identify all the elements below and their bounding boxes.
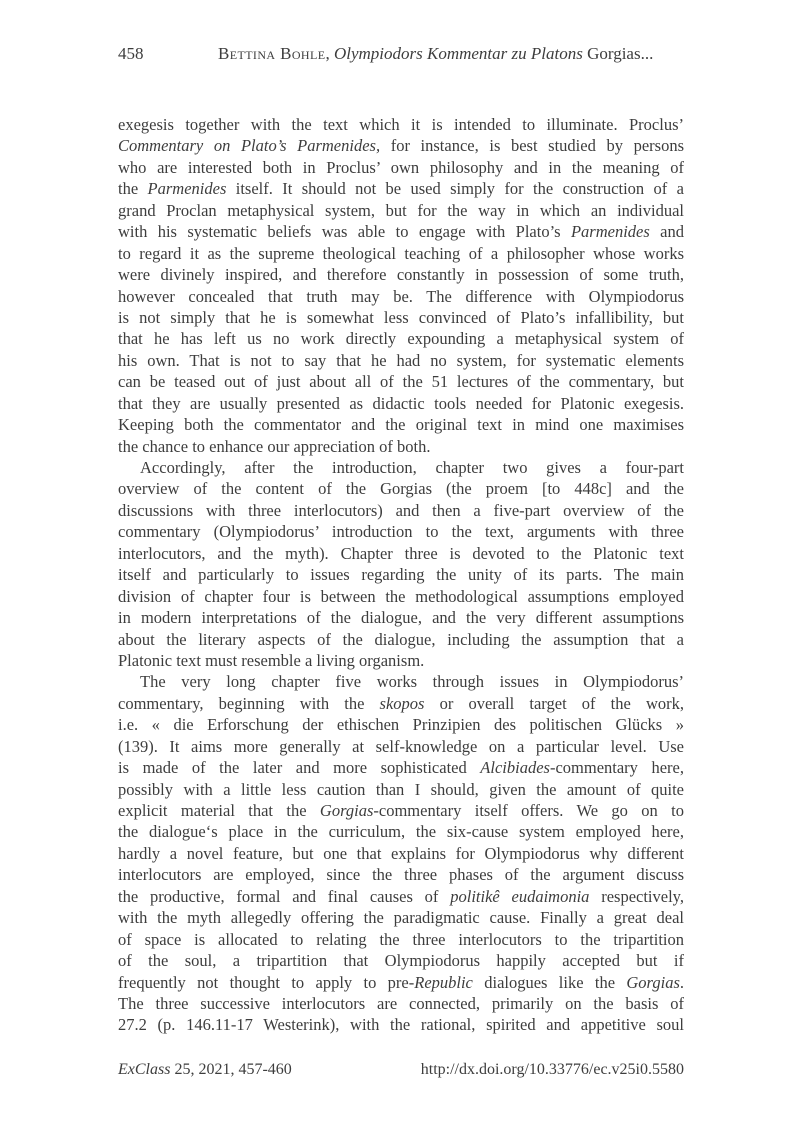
text-segment: exegesis together with the text which it is intended to illuminate. Proclus’: [118, 115, 684, 134]
text-segment: division of chapter four is between the methodological assumptions employed: [118, 586, 684, 606]
text-line: [118, 779, 684, 800]
text-line: [118, 629, 684, 650]
text-segment: overview of the content of the Gorgias (the proem [to 448c] and the: [118, 479, 684, 499]
text-segment: to regard it as the supreme theological teaching of a philosopher whose works: [118, 243, 684, 263]
text-segment: is not simply that he is somewhat less convinced of Plato’s infallibility, but: [118, 307, 684, 327]
text-segment: itself. It should not be used simply for the construction of a: [226, 179, 684, 199]
text-segment: is made of the later and more sophisticated: [118, 758, 481, 778]
running-title: [218, 44, 684, 64]
text-line: [118, 307, 684, 328]
text-line: [118, 414, 684, 435]
text-line: [118, 843, 684, 864]
text-line: [118, 736, 684, 757]
text-line: [118, 886, 684, 907]
text-segment: Keeping both the commentator and the original text in mind one maximises: [118, 415, 684, 435]
text-segment: the productive, formal and final causes of: [118, 886, 451, 906]
text-line: [118, 500, 684, 521]
text-segment: Commentary on Plato’s Parmenides,: [118, 136, 381, 156]
footer-doi-url: http://dx.doi.org/10.33776/ec.v25i0.5580: [420, 1061, 684, 1078]
page-header: [118, 44, 684, 64]
text-segment: dialogues like the: [472, 972, 627, 992]
text-line: [118, 564, 684, 585]
text-line: [118, 693, 684, 714]
text-segment: interlocutors, and the myth). Chapter three is devoted to the Platonic text: [118, 543, 684, 563]
text-segment: .: [679, 972, 684, 992]
text-segment: i.e. « die Erforschung der ethischen Prinzipien des politischen Glücks »: [118, 715, 684, 735]
text-segment: the chance to enhance our appreciation of both.: [118, 436, 431, 456]
text-segment: Olympiodors Kommentar zu Platons: [333, 44, 583, 63]
text-segment: in modern interpretations of the dialogue, and the very different assumptions: [118, 608, 684, 628]
text-segment: were divinely inspired, and therefore constantly in possession of some truth,: [118, 265, 684, 285]
paragraph: [118, 457, 684, 671]
text-line: [118, 393, 684, 414]
text-line: [118, 1014, 684, 1035]
paragraph: [118, 671, 684, 1035]
page-body: [118, 114, 684, 1036]
text-segment: Gorgias...: [582, 44, 654, 63]
text-line: [118, 178, 684, 199]
text-line: [118, 436, 684, 457]
text-segment: Republic: [414, 972, 473, 992]
text-line: [118, 950, 684, 971]
text-segment: who are interested both in Proclus’ own philosophy and in the meaning of: [118, 157, 684, 177]
paragraph: [118, 114, 684, 457]
text-segment: for instance, is best studied by persons: [380, 136, 684, 156]
text-line: [118, 457, 684, 478]
text-line: [118, 586, 684, 607]
text-segment: Gorgias: [319, 801, 374, 820]
text-segment: with his systematic beliefs was able to engage with Plato’s: [118, 222, 571, 242]
text-segment: Gorgias: [626, 972, 680, 992]
text-line: [118, 243, 684, 264]
text-line: [118, 521, 684, 542]
text-line: [118, 972, 684, 993]
text-segment: his own. That is not to say that he had no system, for systematic elements: [118, 350, 684, 370]
text-segment: Parmenides: [570, 222, 650, 242]
page-footer: [118, 1060, 684, 1080]
text-line: [118, 650, 684, 671]
text-line: [118, 371, 684, 392]
text-line: [118, 328, 684, 349]
text-segment: -commentary itself offers. We go on to: [373, 801, 684, 820]
text-segment: that he has left us no work directly expounding a metaphysical system of: [118, 329, 684, 349]
text-segment: explicit material that the: [118, 801, 320, 820]
text-segment: 27.2 (p. 146.11-17 Westerink), with the rational, spirited and appetitive soul: [118, 1015, 684, 1035]
text-line: [118, 907, 684, 928]
text-line: [118, 135, 684, 156]
text-segment: Bettina Bohle: [218, 44, 326, 63]
text-segment: can be teased out of just about all of the 51 lectures of the commentary, but: [118, 372, 684, 392]
text-segment: discussions with three interlocutors) and then a five-part overview of the: [118, 500, 684, 520]
text-line: [118, 993, 684, 1014]
text-segment: frequently not thought to apply to pre-: [118, 972, 415, 992]
text-segment: the: [118, 179, 148, 199]
text-line: [118, 264, 684, 285]
text-line: [118, 478, 684, 499]
text-line: [118, 671, 684, 692]
text-segment: 25, 2021, 457-460: [170, 1061, 292, 1078]
text-line: [118, 607, 684, 628]
footer-citation: [118, 1060, 292, 1080]
text-segment: the dialogue‘s place in the curriculum, the six-cause system employed here,: [118, 822, 684, 842]
text-segment: of space is allocated to relating the three interlocutors to the tripartition: [118, 929, 684, 949]
text-segment: interlocutors are employed, since the three phases of the argument discuss: [118, 865, 684, 885]
text-segment: commentary, beginning with the: [118, 693, 380, 713]
text-line: [118, 821, 684, 842]
text-line: [118, 864, 684, 885]
text-segment: however concealed that truth may be. The difference with Olympiodorus: [118, 286, 684, 306]
text-segment: of the soul, a tripartition that Olympiodorus happily accepted but if: [118, 951, 684, 971]
text-segment: politikê eudaimonia: [450, 886, 590, 906]
text-segment: commentary (Olympiodorus’ introduction to the text, arguments with three: [118, 522, 684, 542]
page-number: 458: [118, 44, 144, 63]
text-segment: and: [649, 222, 684, 242]
text-line: [118, 929, 684, 950]
text-segment: ,: [325, 44, 334, 63]
text-line: [118, 200, 684, 221]
text-segment: with the myth allegedly offering the paradigmatic cause. Finally a great deal: [118, 908, 684, 928]
text-line: [118, 757, 684, 778]
text-segment: Parmenides: [147, 179, 227, 199]
text-segment: respectively,: [589, 886, 684, 906]
text-segment: itself and particularly to issues regarding the unity of its parts. The main: [118, 565, 684, 585]
text-line: [118, 800, 684, 821]
text-line: [118, 221, 684, 242]
text-segment: possibly with a little less caution than I should, given the amount of quite: [118, 779, 684, 799]
text-segment: hardly a novel feature, but one that explains for Olympiodorus why different: [118, 843, 684, 863]
text-segment: -commentary here,: [549, 758, 684, 778]
text-segment: (139). It aims more generally at self-knowledge on a particular level. Use: [118, 736, 684, 756]
text-segment: ExClass: [118, 1061, 171, 1078]
text-line: [118, 350, 684, 371]
text-segment: about the literary aspects of the dialogue, including the assumption that a: [118, 629, 684, 649]
text-segment: skopos: [379, 693, 425, 713]
text-segment: Accordingly, after the introduction, chapter two gives a four-part: [140, 458, 684, 477]
text-line: [118, 157, 684, 178]
text-line: [118, 714, 684, 735]
text-segment: that they are usually presented as didactic tools needed for Platonic exegesis.: [118, 393, 684, 413]
text-segment: The three successive interlocutors are connected, primarily on the basis of: [118, 993, 684, 1013]
text-segment: The very long chapter five works through issues in Olympiodorus’: [140, 672, 684, 692]
text-segment: grand Proclan metaphysical system, but for the way in which an individual: [118, 200, 684, 220]
text-line: [118, 543, 684, 564]
text-line: [118, 286, 684, 307]
text-segment: Alcibiades: [480, 758, 550, 778]
text-segment: or overall target of the work,: [424, 693, 684, 713]
text-segment: Platonic text must resemble a living organism.: [118, 650, 425, 670]
text-line: [118, 114, 684, 135]
